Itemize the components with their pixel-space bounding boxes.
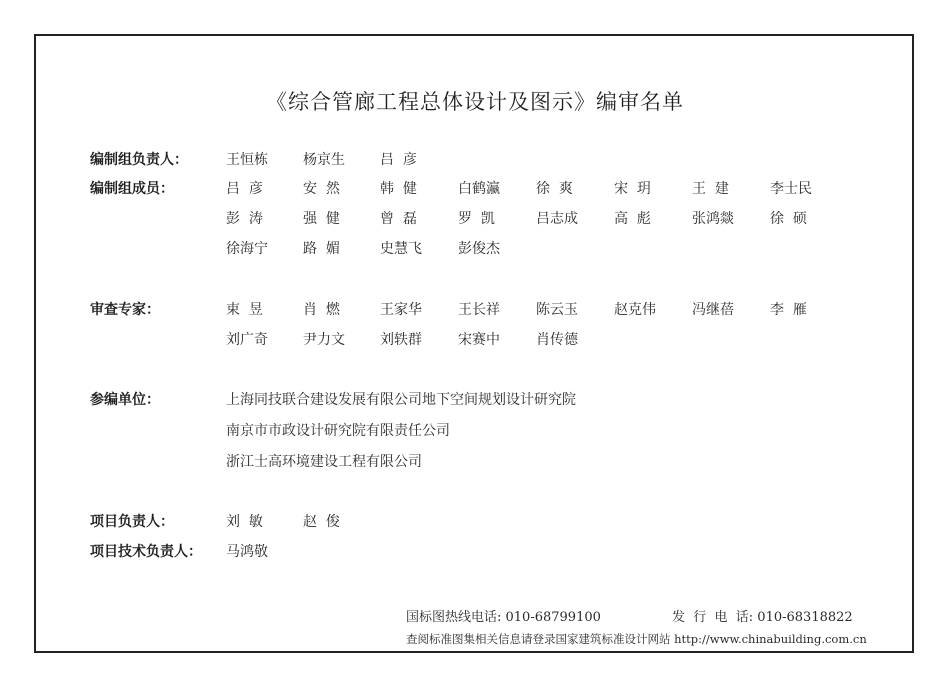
person-name: 肖传德 [536, 332, 578, 348]
person-name: 路 媚 [303, 241, 340, 257]
person-name: 曾 磊 [380, 211, 417, 227]
person-name: 彭 涛 [226, 211, 263, 227]
person-name: 徐海宁 [226, 241, 268, 257]
project-leader-label: 项目负责人： [90, 514, 174, 530]
participating-unit: 浙江士高环境建设工程有限公司 [226, 454, 422, 470]
person-name: 杨京生 [303, 152, 345, 168]
person-name: 束 昱 [226, 302, 263, 318]
participating-units-label: 参编单位： [90, 392, 160, 408]
person-name: 李 雁 [770, 302, 807, 318]
person-name: 李士民 [770, 181, 812, 197]
person-name: 史慧飞 [380, 241, 422, 257]
person-name: 刘广奇 [226, 332, 268, 348]
page-title: 《综合管廊工程总体设计及图示》编审名单 [266, 90, 684, 114]
person-name: 强 健 [303, 211, 340, 227]
person-name: 宋 玥 [614, 181, 651, 197]
person-name: 赵 俊 [303, 514, 340, 530]
person-name: 安 然 [303, 181, 340, 197]
person-name: 刘轶群 [380, 332, 422, 348]
person-name: 马鸿敬 [226, 544, 268, 560]
person-name: 白鹤瀛 [458, 181, 500, 197]
person-name: 高 彪 [614, 211, 651, 227]
person-name: 尹力文 [303, 332, 345, 348]
person-name: 刘 敏 [226, 514, 263, 530]
compile-members-label: 编制组成员： [90, 181, 174, 197]
person-name: 韩 健 [380, 181, 417, 197]
website-note: 查阅标准图集相关信息请登录国家建筑标准设计网站 http://www.chinabuilding.com.cn [406, 632, 867, 646]
person-name: 陈云玉 [536, 302, 578, 318]
project-tech-leader-label: 项目技术负责人： [90, 544, 202, 560]
person-name: 徐 爽 [536, 181, 573, 197]
person-name: 王长祥 [458, 302, 500, 318]
hotline-phone: 国标图热线电话: 010-68799100 [406, 610, 601, 625]
person-name: 王恒栋 [226, 152, 268, 168]
person-name: 王家华 [380, 302, 422, 318]
person-name: 冯继蓓 [692, 302, 734, 318]
person-name: 张鸿燚 [692, 211, 734, 227]
participating-unit: 南京市市政设计研究院有限责任公司 [226, 423, 450, 439]
review-experts-label: 审查专家： [90, 302, 160, 318]
compile-leaders-label: 编制组负责人： [90, 152, 188, 168]
person-name: 徐 硕 [770, 211, 807, 227]
person-name: 罗 凯 [458, 211, 495, 227]
participating-unit: 上海同技联合建设发展有限公司地下空间规划设计研究院 [226, 392, 576, 408]
issue-phone: 发 行 电 话: 010-68318822 [672, 610, 853, 625]
person-name: 肖 燃 [303, 302, 340, 318]
person-name: 王 建 [692, 181, 729, 197]
person-name: 赵克伟 [614, 302, 656, 318]
person-name: 吕 彦 [380, 152, 417, 168]
person-name: 彭俊杰 [458, 241, 500, 257]
person-name: 吕志成 [536, 211, 578, 227]
person-name: 宋赛中 [458, 332, 500, 348]
person-name: 吕 彦 [226, 181, 263, 197]
